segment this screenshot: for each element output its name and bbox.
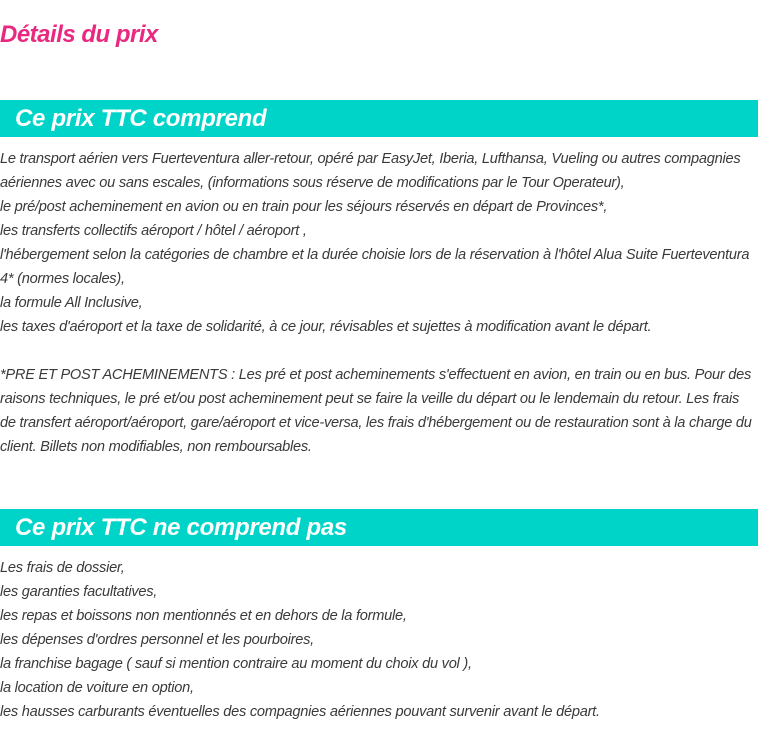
includes-line-transport: Le transport aérien vers Fuerteventura aller-retour, opéré par EasyJet, Iberia, Lufthansa, Vueling ou autres compagnies aériennes avec ou sans escales, (informations sous réserve de modifications par le Tour Operateur), (0, 151, 741, 191)
includes-list (0, 147, 758, 339)
section-header-excludes: Ce prix TTC ne comprend pas (0, 509, 758, 546)
excludes-line-personal: les dépenses d'ordres personnel et les pourboires, (0, 632, 314, 648)
excludes-line-car: la location de voiture en option, (0, 680, 194, 696)
includes-line-formula: la formule All Inclusive, (0, 295, 143, 311)
excludes-list (0, 556, 758, 724)
pre-post-note-text: *PRE ET POST ACHEMINEMENTS : Les pré et post acheminements s'effectuent en avion, en train ou en bus. Pour des raisons techniques, le pré et/ou post acheminement peut se faire la veille du départ ou le lendemain du retour. Les frais de transfert aéroport/aéroport, gare/aéroport et vice-versa, les frais d'hébergement ou de restauration sont à la charge du client. Billets non modifiables, non remboursables. (0, 367, 752, 455)
includes-line-pre-post: le pré/post acheminement en avion ou en train pour les séjours réservés en départ de Provinces*, (0, 199, 608, 215)
pre-post-note (0, 363, 758, 459)
includes-line-accommodation: l'hébergement selon la catégories de chambre et la durée choisie lors de la réservation à l'hôtel Alua Suite Fuerteventura 4* (normes locales), (0, 247, 750, 287)
excludes-line-fuel: les hausses carburants éventuelles des compagnies aériennes pouvant survenir avant le départ. (0, 704, 600, 720)
excludes-line-baggage: la franchise bagage ( sauf si mention contraire au moment du choix du vol ), (0, 656, 472, 672)
section-header-includes: Ce prix TTC comprend (0, 100, 758, 137)
includes-line-taxes: les taxes d'aéroport et la taxe de solidarité, à ce jour, révisables et sujettes à modification avant le départ. (0, 319, 652, 335)
excludes-line-insurance: les garanties facultatives, (0, 584, 158, 600)
excludes-line-meals: les repas et boissons non mentionnés et en dehors de la formule, (0, 608, 407, 624)
page-title: Détails du prix (0, 21, 158, 48)
includes-line-transfers: les transferts collectifs aéroport / hôtel / aéroport , (0, 223, 307, 239)
excludes-line-fees: Les frais de dossier, (0, 560, 125, 576)
